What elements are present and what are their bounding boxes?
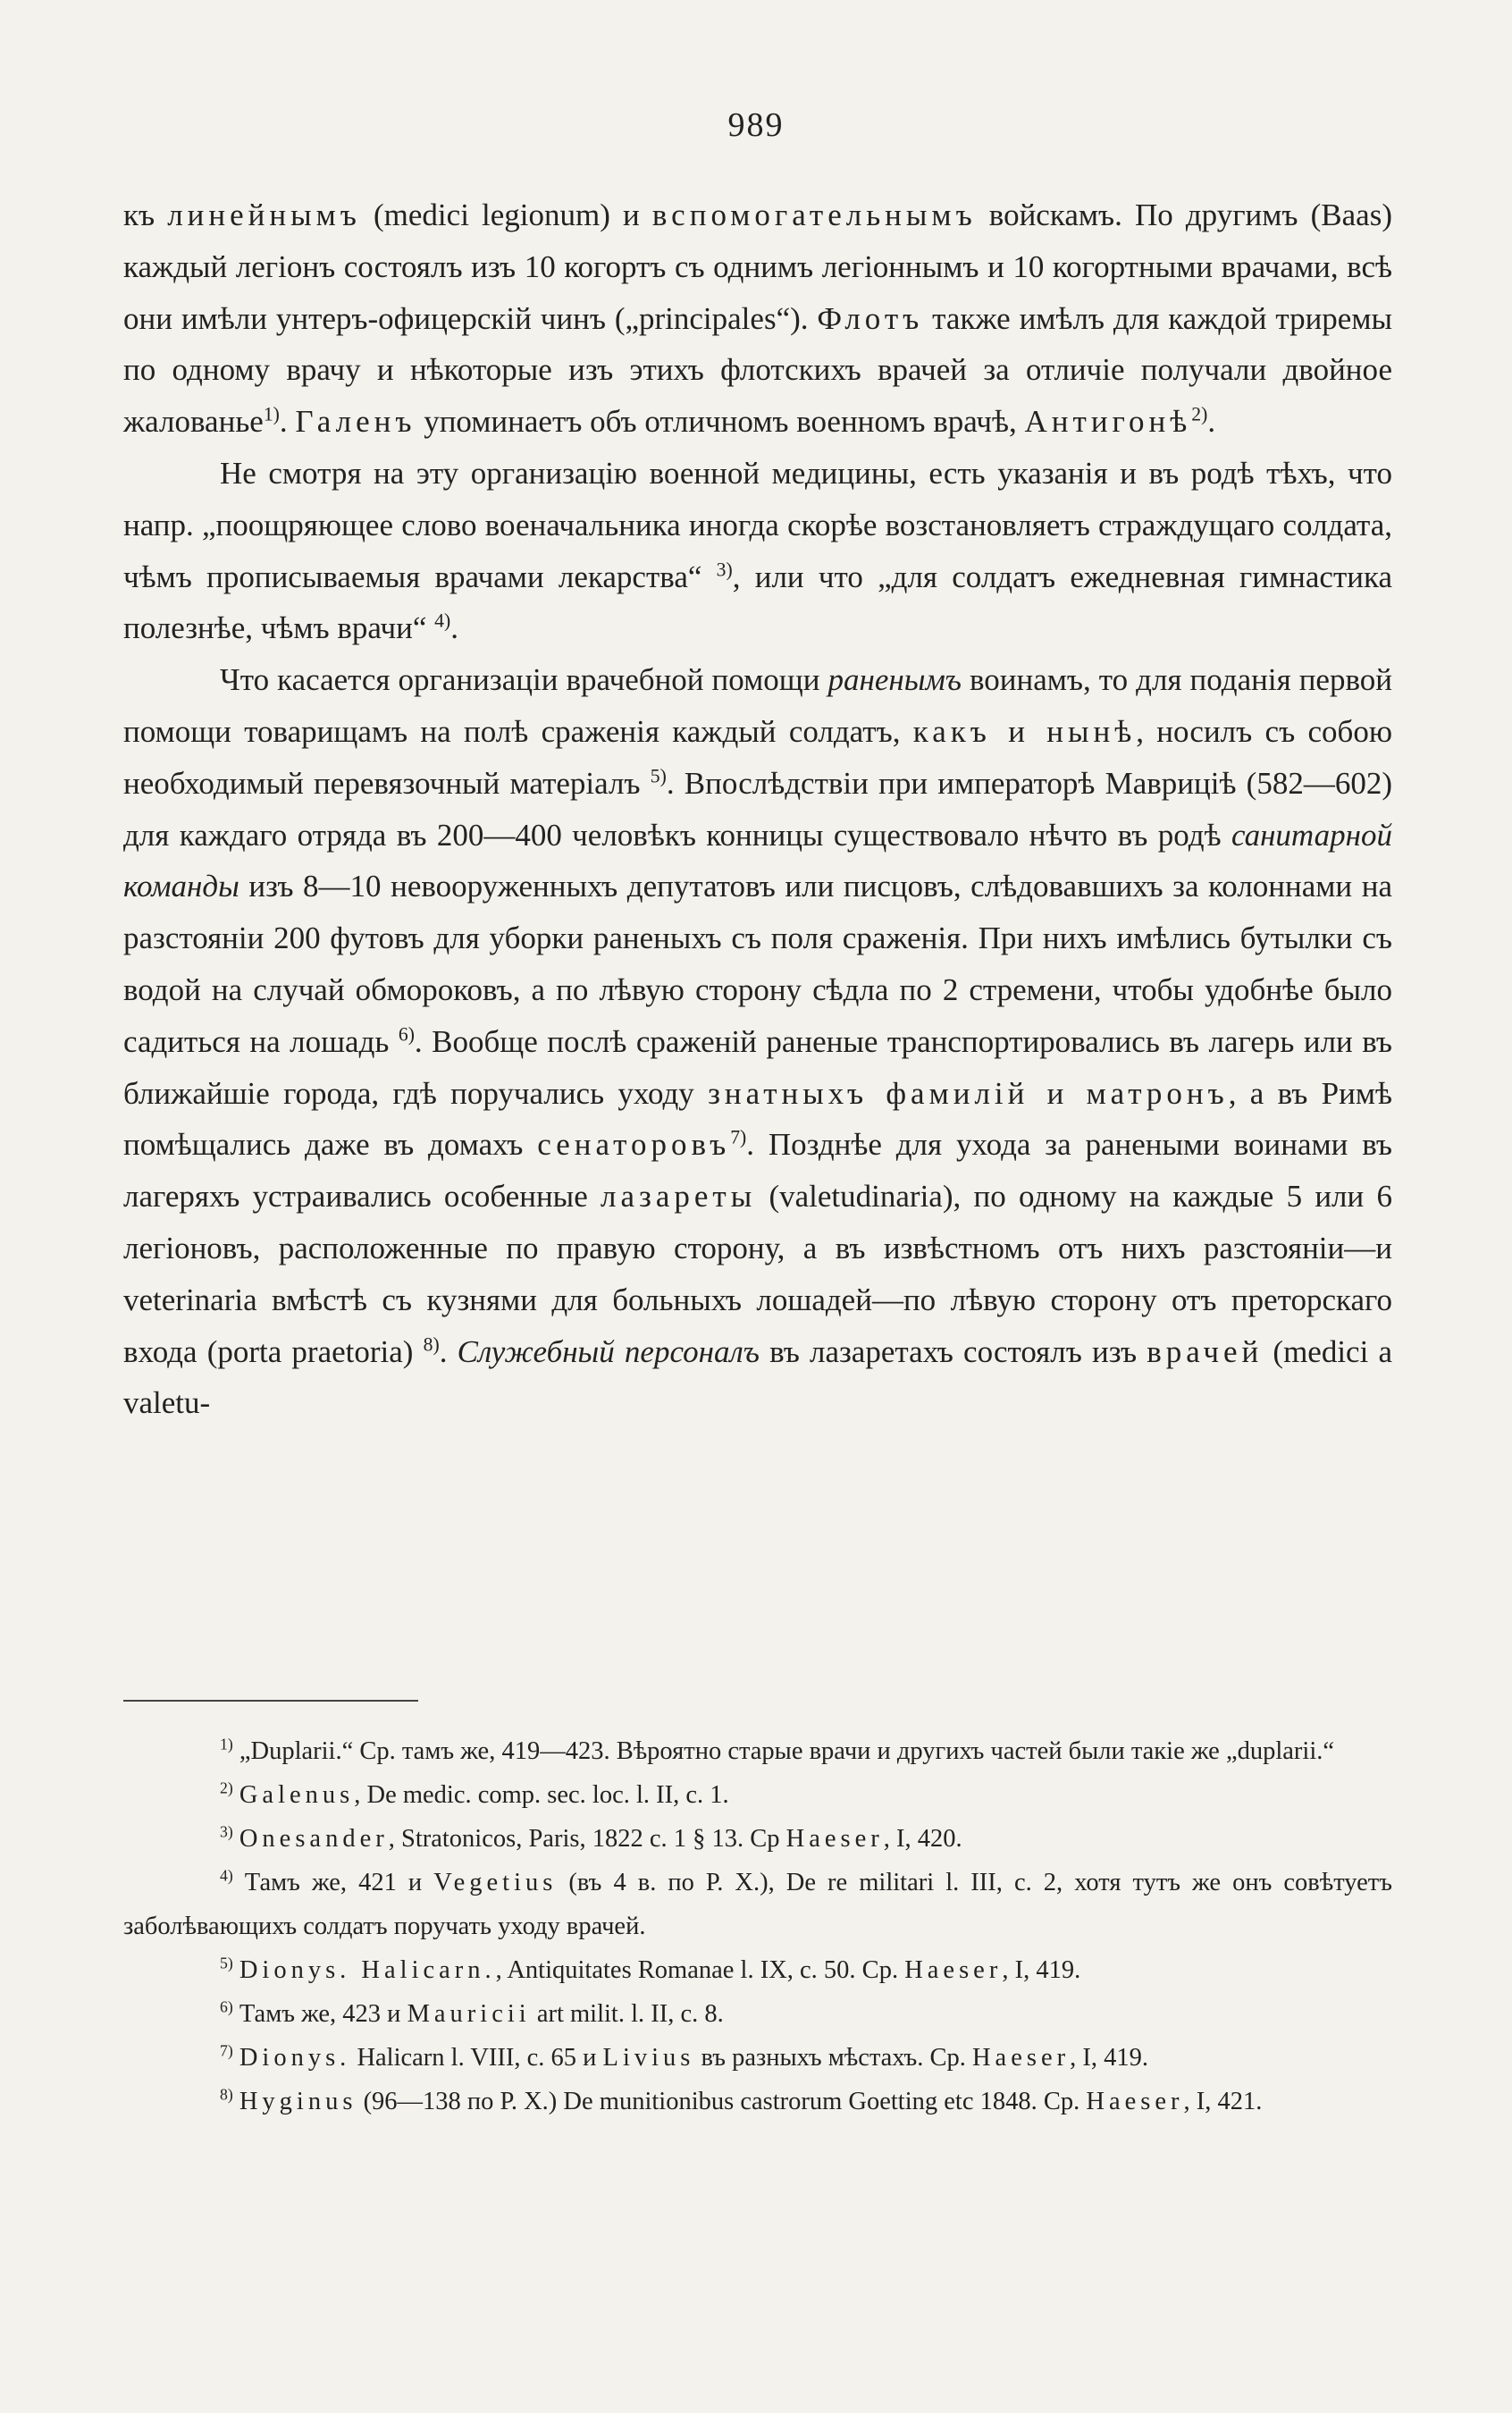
footnote xyxy=(123,1729,1392,1773)
spaced-text: Hyginus xyxy=(239,2088,357,2115)
text-run: , или что „для солдатъ ежедневная гимнастика полезнѣе, чѣмъ врачи“ xyxy=(123,559,1393,646)
text-run: . xyxy=(279,404,296,440)
text-run: , I, 420. xyxy=(883,1825,962,1853)
text-run: . Вообще послѣ сраженій раненые транспортировались въ лагерь или въ ближайшіе города, гдѣ поручались уходу xyxy=(123,1023,1392,1111)
text-run xyxy=(233,2088,239,2115)
footnote-marker: 8) xyxy=(423,1333,440,1355)
text-run: , а въ Римѣ помѣщались даже въ домахъ xyxy=(123,1075,1393,1163)
spaced-text: Галенъ xyxy=(295,404,416,440)
text-run: Тамъ же, 421 и xyxy=(232,1869,434,1896)
footnote xyxy=(123,1992,1392,2036)
text-run: (valetudinaria), по одному на каждые 5 или 6 легіоновъ, расположенные по правую сторону, а въ извѣстномъ отъ нихъ разстояніи—и veterinaria вмѣстѣ съ кузнями для больныхъ лошадей—по лѣвую сторону отъ преторскаго входа (porta praetoria) xyxy=(123,1179,1393,1369)
text-run: (въ 4 в. по Р. Х.), De re militari l. III, c. 2, хотя тутъ же онъ совѣтуетъ заболѣвающихъ солдатъ поручать уходу врачей. xyxy=(123,1869,1392,1940)
page-number: 989 xyxy=(727,106,785,144)
text-run: также имѣлъ для каждой триремы по одному врачу и нѣкоторые изъ этихъ флотскихъ врачей за отличіе получали двойное жалованье xyxy=(123,300,1392,440)
spaced-text: Onesander xyxy=(239,1825,389,1853)
spaced-text: сенаторовъ xyxy=(537,1127,731,1163)
footnote-marker: 5) xyxy=(220,1954,233,1972)
italic-text: Служебный персоналъ xyxy=(457,1333,760,1369)
footnote-marker: 4) xyxy=(434,610,451,632)
footnote xyxy=(123,2080,1392,2123)
spaced-text: Haeser xyxy=(1086,2088,1184,2115)
text-run: , I, 419. xyxy=(1070,2044,1148,2072)
spaced-text: какъ и нынѣ xyxy=(912,713,1137,749)
spaced-text: Dionys. xyxy=(239,2044,351,2072)
footnote-divider xyxy=(123,1700,418,1702)
footnote-marker: 8) xyxy=(220,2085,233,2104)
spaced-text: Vegetius xyxy=(433,1869,558,1896)
spaced-text: Dionys. Halicarn. xyxy=(239,1956,496,1984)
text-run: (medici a valetu- xyxy=(123,1333,1393,1421)
footnote-marker: 4) xyxy=(220,1866,233,1885)
text-run xyxy=(233,1956,239,1984)
text-run: къ xyxy=(123,198,168,232)
footnote-marker: 1) xyxy=(220,1735,233,1753)
footnote-marker: 6) xyxy=(398,1023,415,1046)
italic-text: раненымъ xyxy=(827,662,962,698)
footnote-marker: 3) xyxy=(716,558,733,580)
footnote xyxy=(123,2036,1392,2080)
text-run: (medici legionum) и xyxy=(360,198,652,232)
paragraph xyxy=(123,654,1392,1429)
text-run xyxy=(233,1825,239,1853)
footnote xyxy=(123,1948,1392,1992)
spaced-text: Mauricii xyxy=(407,2000,531,2028)
paragraph xyxy=(123,448,1392,654)
spaced-text: Флотъ xyxy=(817,300,924,336)
text-run: , носилъ съ собою необходимый перевязочный матеріалъ xyxy=(123,713,1392,801)
text-run: . xyxy=(450,610,458,646)
text-run: . xyxy=(439,1333,458,1369)
text-run: Тамъ же, 423 и xyxy=(232,2000,407,2028)
footnote xyxy=(123,1861,1392,1948)
spaced-text: Haeser xyxy=(971,2044,1071,2072)
text-run: „Duplarii.“ Ср. тамъ же, 419—423. Вѣроятно старые врачи и другихъ частей были такіе же „duplarii.“ xyxy=(232,1737,1335,1765)
spaced-text: Haeser xyxy=(785,1825,884,1853)
text-run: art milit. l. II, c. 8. xyxy=(530,2000,724,2028)
text-run: (96—138 по Р. Х.) De munitionibus castrorum Goetting etc 1848. Ср. xyxy=(357,2088,1087,2115)
spaced-text: линейнымъ xyxy=(167,198,361,232)
text-run: , De medic. comp. sec. loc. l. II, c. 1. xyxy=(354,1781,729,1809)
text-run: , Antiquitates Romanae l. IX, c. 50. Ср. xyxy=(495,1956,905,1984)
text-run xyxy=(233,1781,239,1809)
italic-text: санитарной команды xyxy=(123,817,1392,904)
text-run: , I, 421. xyxy=(1183,2088,1263,2115)
footnote-marker: 7) xyxy=(220,2041,233,2060)
spaced-text: Haeser xyxy=(904,1956,1003,1984)
paragraph xyxy=(123,189,1392,448)
footnote-marker: 2) xyxy=(1191,403,1208,425)
text-run: Что касается организаціи врачебной помощи xyxy=(220,662,828,698)
text-run: . Позднѣе для ухода за ранеными воинами въ лагеряхъ устраивались особенные xyxy=(123,1127,1392,1215)
footnote xyxy=(123,1817,1392,1861)
footnote-marker: 7) xyxy=(730,1126,747,1148)
text-run: въ лазаретахъ состоялъ изъ xyxy=(759,1333,1147,1369)
spaced-text: Антигонѣ xyxy=(1024,404,1192,440)
footnote xyxy=(123,1773,1392,1817)
text-run: , Stratonicos, Paris, 1822 c. 1 § 13. Ср xyxy=(388,1825,786,1853)
text-run: воинамъ, то для поданія первой помощи товарищамъ на полѣ сраженія каждый солдатъ, xyxy=(123,662,1392,749)
text-run: , I, 419. xyxy=(1002,1956,1081,1984)
footnote-marker: 2) xyxy=(220,1778,233,1797)
text-run: Halicarn l. VIII, c. 65 и xyxy=(350,2044,603,2072)
text-run: упоминаетъ объ отличномъ военномъ врачѣ, xyxy=(416,404,1025,440)
text-run: . xyxy=(1207,404,1216,440)
text-run: войскамъ. По другимъ (Baas) каждый легіонъ состоялъ изъ 10 когортъ съ однимъ легіоннымъ и 10 когортными врачами, всѣ они имѣли унтеръ-офицерскій чинъ („principales“). xyxy=(123,198,1392,336)
text-run: въ разныхъ мѣстахъ. Ср. xyxy=(694,2044,972,2072)
spaced-text: врачей xyxy=(1147,1333,1264,1369)
text-run xyxy=(233,2044,239,2072)
spaced-text: знатныхъ фамилій и матронъ xyxy=(708,1075,1229,1111)
spaced-text: лазареты xyxy=(601,1179,757,1215)
body-text xyxy=(123,189,1392,1429)
spaced-text: Livius xyxy=(602,2044,695,2072)
footnotes xyxy=(123,1729,1392,2123)
spaced-text: вспомогательнымъ xyxy=(651,198,977,232)
text-run: Не смотря на эту организацію военной медицины, есть указанія и въ родѣ тѣхъ, что напр. „поощряющее слово военачальника иногда скорѣе возстановляетъ страждущаго солдата, чѣмъ прописываемыя врачами лекарства“ xyxy=(123,455,1392,594)
text-run: изъ 8—10 невооруженныхъ депутатовъ или писцовъ, слѣдовавшихъ за колоннами на разстояніи 200 футовъ для уборки раненыхъ съ поля сраженія. При нихъ имѣлись бутылки съ водой на случай обмороковъ, а по лѣвую сторону сѣдла по 2 стремени, чтобы удобнѣе было садиться на лошадь xyxy=(123,869,1392,1059)
footnote-marker: 1) xyxy=(263,403,280,425)
footnote-marker: 5) xyxy=(650,765,667,787)
footnote-marker: 3) xyxy=(220,1822,233,1841)
spaced-text: Galenus xyxy=(239,1781,355,1809)
footnote-marker: 6) xyxy=(220,1997,233,2016)
text-run: . Впослѣдствіи при императорѣ Маврицiѣ (582—602) для каждаго отряда въ 200—400 человѣкъ конницы существовало нѣчто въ родѣ xyxy=(123,765,1392,853)
